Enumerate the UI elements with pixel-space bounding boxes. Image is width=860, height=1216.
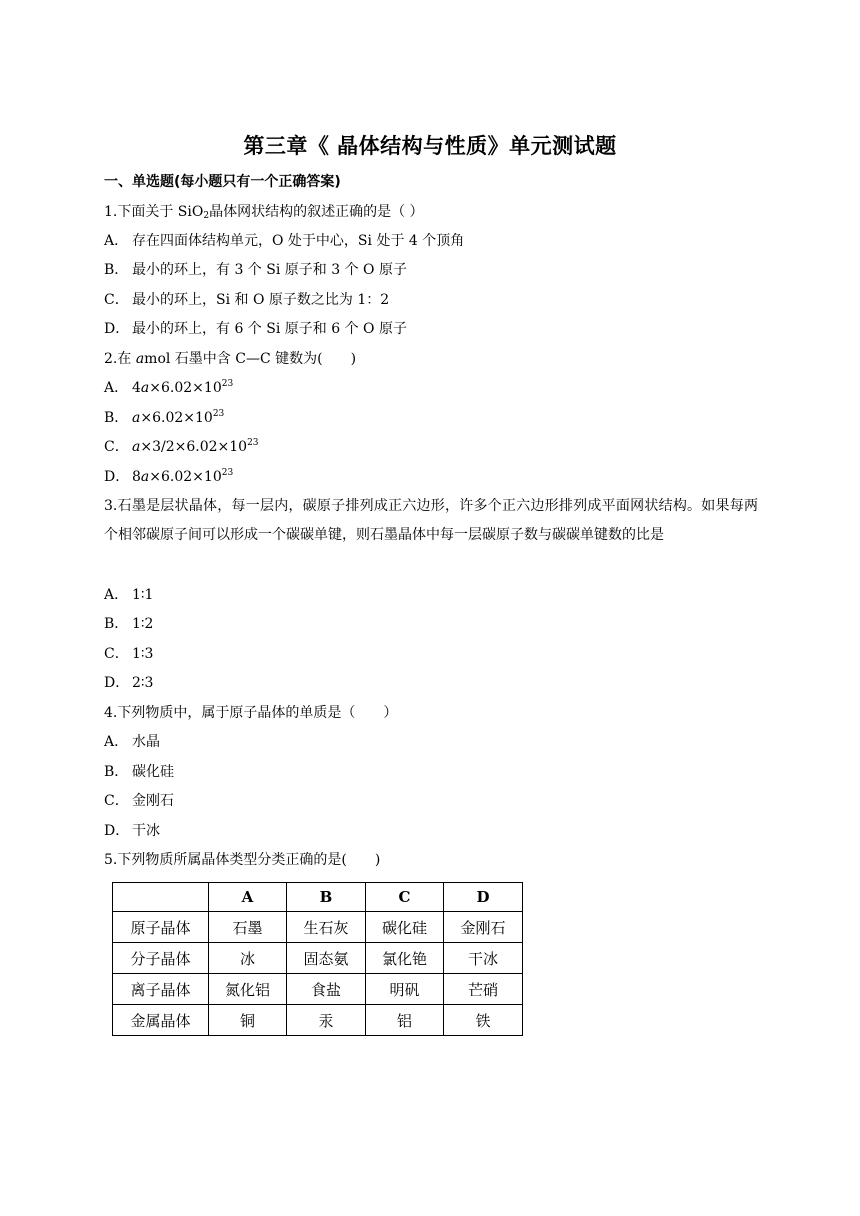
q3-option-b: B． 1∶2 xyxy=(104,616,154,632)
section-heading: 一、单选题(每小题只有一个正确答案) xyxy=(104,174,341,190)
table-row-label: 金属晶体 xyxy=(113,1005,209,1036)
table-header-cell xyxy=(113,883,209,912)
table-row xyxy=(113,1005,523,1036)
table-cell: 石墨 xyxy=(209,912,287,943)
q1-stem-text-after: 晶体网状结构的叙述正确的是（ ） xyxy=(209,204,424,220)
q4-option-b: B． 碳化硅 xyxy=(104,764,174,780)
table-cell: 金刚石 xyxy=(444,912,523,943)
table-cell: 冰 xyxy=(209,943,287,974)
table-cell: 固态氨 xyxy=(287,943,366,974)
question-5-stem: 5.下列物质所属晶体类型分类正确的是( ) xyxy=(104,852,381,868)
table-cell: 食盐 xyxy=(287,974,366,1005)
crystal-type-table xyxy=(112,882,523,1036)
table-cell: 芒硝 xyxy=(444,974,523,1005)
question-2-stem: 2.在 amol 石墨中含 C—C 键数为( ) xyxy=(104,351,357,367)
question-4-stem: 4.下列物质中，属于原子晶体的单质是（ ） xyxy=(104,705,398,721)
q3-option-a: A． 1∶1 xyxy=(104,587,154,603)
q3-option-c: C． 1∶3 xyxy=(104,646,154,662)
q2-option-d: D． $8a\times 6.02\times 10^{23}$ xyxy=(104,468,234,485)
table-row-label: 分子晶体 xyxy=(113,943,209,974)
table-cell: 氮化铝 xyxy=(209,974,287,1005)
table-cell: 明矾 xyxy=(366,974,444,1005)
table-row xyxy=(113,912,523,943)
q1-option-b: B． 最小的环上，有 3 个 Si 原子和 3 个 O 原子 xyxy=(104,262,407,278)
table-cell: 碳化硅 xyxy=(366,912,444,943)
table-row xyxy=(113,943,523,974)
table-header-cell: C xyxy=(366,883,444,912)
q2-variable: a xyxy=(135,351,145,367)
table-cell: 氯化铯 xyxy=(366,943,444,974)
table-cell: 铜 xyxy=(209,1005,287,1036)
table-header-cell: B xyxy=(287,883,366,912)
table-row xyxy=(113,974,523,1005)
page-title: 第三章《 晶体结构与性质》单元测试题 xyxy=(243,134,617,158)
q4-option-a: A． 水晶 xyxy=(104,734,160,750)
table-cell: 铝 xyxy=(366,1005,444,1036)
q4-option-c: C． 金刚石 xyxy=(104,793,174,809)
question-3-stem: 3.石墨是层状晶体，每一层内，碳原子排列成正六边形，许多个正六边形排列成平面网状结构。如果每两个相邻碳原子间可以形成一个碳碳单键，则石墨晶体中每一层碳原子数与碳碳单键数的比是 xyxy=(104,498,758,543)
table-row-label: 离子晶体 xyxy=(113,974,209,1005)
table-cell: 铁 xyxy=(444,1005,523,1036)
q1-option-a: A． 存在四面体结构单元，O 处于中心，Si 处于 4 个顶角 xyxy=(104,233,465,249)
q1-option-d: D． 最小的环上，有 6 个 Si 原子和 6 个 O 原子 xyxy=(104,321,407,337)
table-header-row xyxy=(113,883,523,912)
q4-option-d: D． 干冰 xyxy=(104,823,160,839)
q3-option-d: D． 2∶3 xyxy=(104,675,154,691)
q1-stem-text: 1.下面关于 SiO xyxy=(104,204,204,220)
q1-stem-subscript: 2 xyxy=(203,211,210,221)
q1-option-c: C． 最小的环上，Si 和 O 原子数之比为 1：2 xyxy=(104,292,390,308)
table-cell: 生石灰 xyxy=(287,912,366,943)
table-cell: 汞 xyxy=(287,1005,366,1036)
q2-option-b: B． $a\times 6.02\times 10^{23}$ xyxy=(104,409,225,426)
q2-option-a: A． $4a\times 6.02\times 10^{23}$ xyxy=(104,379,234,396)
table-cell: 干冰 xyxy=(444,943,523,974)
table-row-label: 原子晶体 xyxy=(113,912,209,943)
table-header-cell: D xyxy=(444,883,523,912)
q2-option-c: C． $a\times 3/2\times 6.02\times 10^{23}$ xyxy=(104,438,259,455)
question-1-stem xyxy=(104,202,424,222)
table-header-cell: A xyxy=(209,883,287,912)
